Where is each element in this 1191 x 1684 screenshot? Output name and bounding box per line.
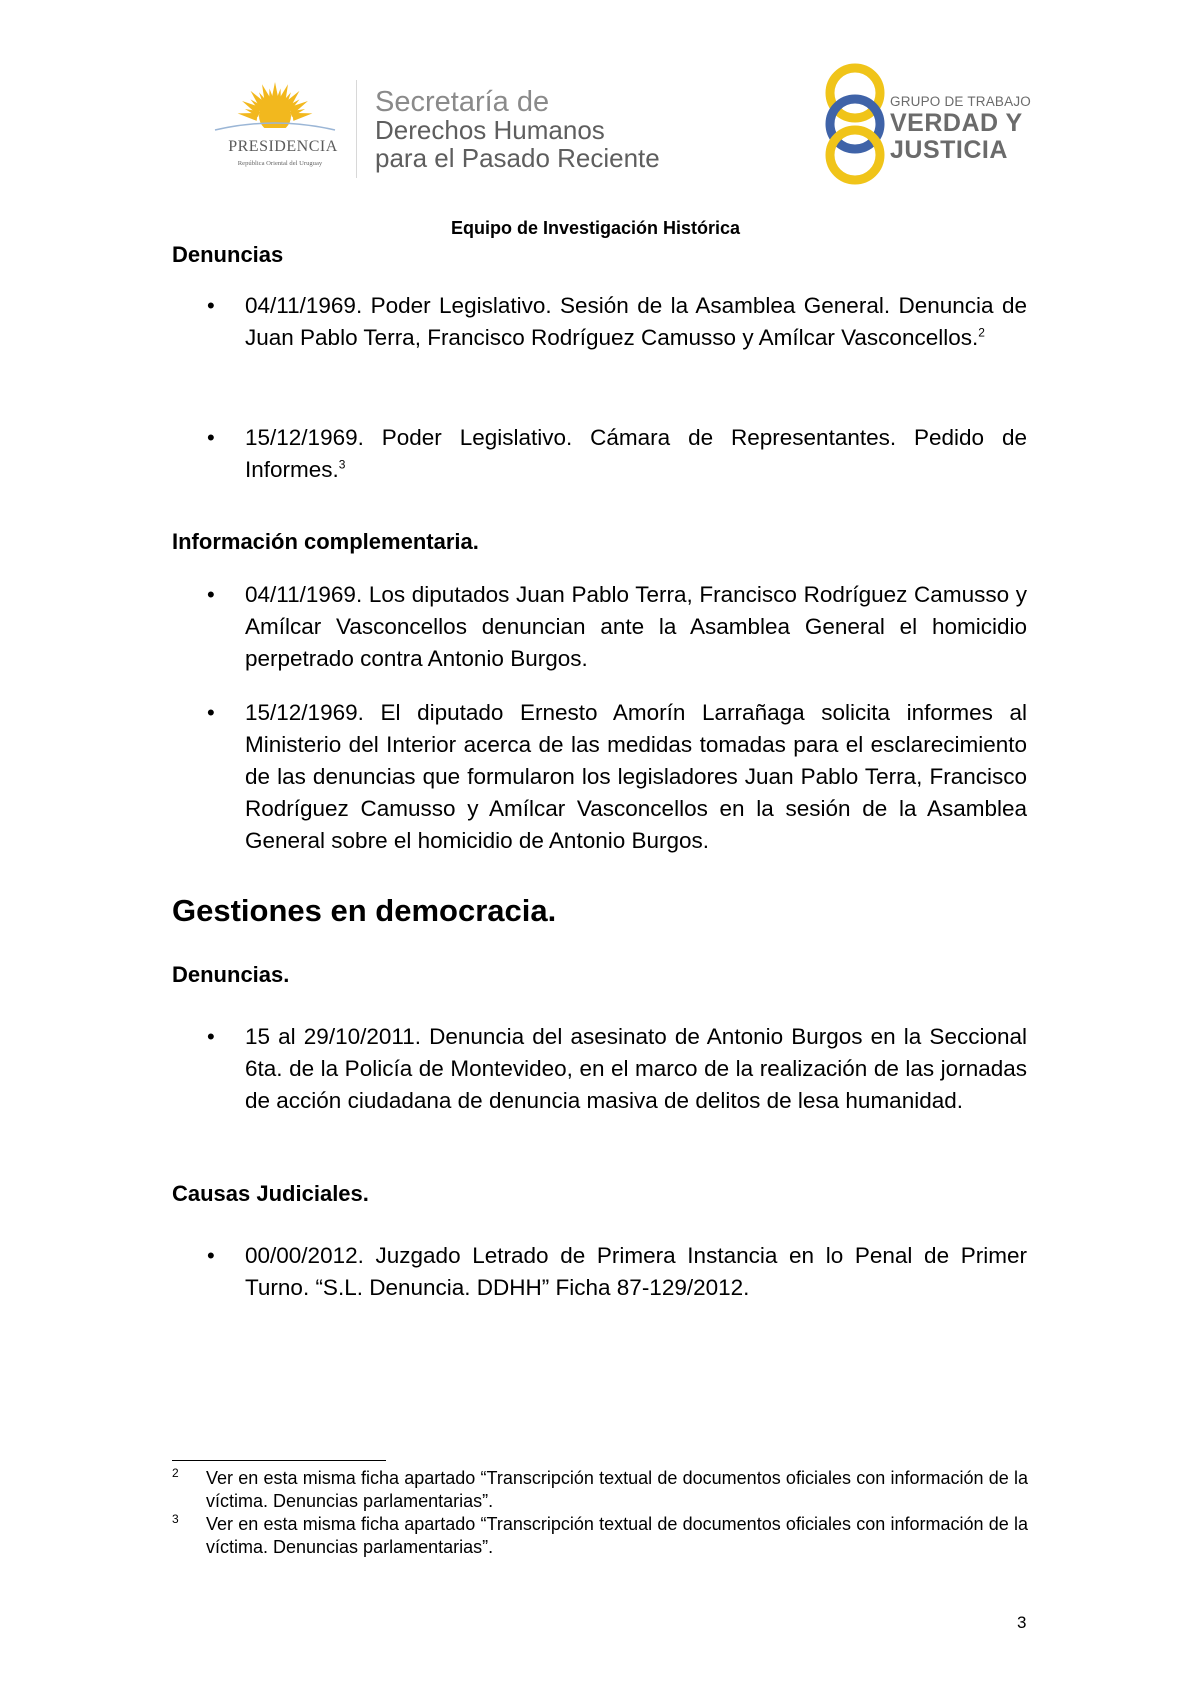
bullet: • <box>207 1243 215 1268</box>
grupo-line-1: GRUPO DE TRABAJO <box>890 94 1031 109</box>
footnote-ref: 3 <box>338 457 346 472</box>
list-item: 15 al 29/10/2011. Denuncia del asesinato de Antonio Burgos en la Seccional 6ta. de la Policía de Montevideo, en el marco de la realización de las jornadas de acción ciudadana de denuncia masiva de delitos de lesa humanidad. <box>245 1024 1027 1113</box>
bullet: • <box>207 293 215 318</box>
bullet: • <box>207 425 215 450</box>
list-item: 04/11/1969. Los diputados Juan Pablo Terra, Francisco Rodríguez Camusso y Amílcar Vasconcellos denuncian ante la Asamblea General el homicidio perpetrado contra Antonio Burgos. <box>245 582 1027 671</box>
grupo-trabajo-logo <box>815 62 895 187</box>
grupo-line-3: JUSTICIA <box>890 135 1008 164</box>
rings-logo-icon <box>815 62 895 187</box>
denuncias-2-heading: Denuncias. <box>172 962 290 987</box>
footnote-text: Ver en esta misma ficha apartado “Transcripción textual de documentos oficiales con información de la víctima. Denuncias parlamentarias”. <box>206 1514 1028 1557</box>
bullet: • <box>207 1024 215 1049</box>
footnote-number: 3 <box>172 1512 179 1526</box>
presidencia-logo <box>195 80 355 180</box>
list-item <box>245 290 1027 354</box>
list-item: 15/12/1969. El diputado Ernesto Amorín Larrañaga solicita informes al Ministerio del Interior acerca de las medidas tomadas para el esclarecimiento de las denuncias que formularon los legisladores Juan Pablo Terra, Francisco Rodríguez Camusso y Amílcar Vasconcellos en la sesión de la Asamblea General sobre el homicidio de Antonio Burgos. <box>245 700 1027 853</box>
footnote-text: Ver en esta misma ficha apartado “Transcripción textual de documentos oficiales con información de la víctima. Denuncias parlamentarias”. <box>206 1468 1028 1511</box>
secretaria-line-1: Secretaría de <box>375 86 550 118</box>
footnote-separator <box>172 1460 386 1461</box>
page-number: 3 <box>1017 1613 1027 1632</box>
denuncias-heading: Denuncias <box>172 242 284 267</box>
bullet: • <box>207 582 215 607</box>
info-heading: Información complementaria. <box>172 529 479 554</box>
footnote-number: 2 <box>172 1466 179 1480</box>
presidencia-label: PRESIDENCIA <box>228 138 338 155</box>
causas-heading: Causas Judiciales. <box>172 1181 369 1206</box>
list-item-text: 15/12/1969. Poder Legislativo. Cámara de Representantes. Pedido de Informes. <box>245 425 1027 482</box>
gestiones-heading: Gestiones en democracia. <box>172 893 557 928</box>
header-divider <box>356 80 357 178</box>
secretaria-logo-text <box>375 88 660 172</box>
secretaria-line-2: Derechos Humanos <box>375 115 605 145</box>
footnote-ref: 2 <box>978 325 985 340</box>
grupo-line-2: VERDAD Y <box>890 108 1023 137</box>
grupo-trabajo-text <box>890 95 1031 163</box>
team-title: Equipo de Investigación Histórica <box>450 218 741 238</box>
list-item: 00/00/2012. Juzgado Letrado de Primera Instancia en lo Penal de Primer Turno. “S.L. Denuncia. DDHH” Ficha 87-129/2012. <box>245 1243 1027 1300</box>
secretaria-line-3: para el Pasado Reciente <box>375 143 660 173</box>
presidencia-sub: República Oriental del Uruguay <box>237 160 323 167</box>
list-item-text: 04/11/1969. Poder Legislativo. Sesión de la Asamblea General. Denuncia de Juan Pablo Terra, Francisco Rodríguez Camusso y Amílcar Vasconcellos. <box>245 293 1027 350</box>
sun-emblem-icon <box>195 80 355 140</box>
bullet: • <box>207 700 215 725</box>
list-item <box>245 422 1027 486</box>
